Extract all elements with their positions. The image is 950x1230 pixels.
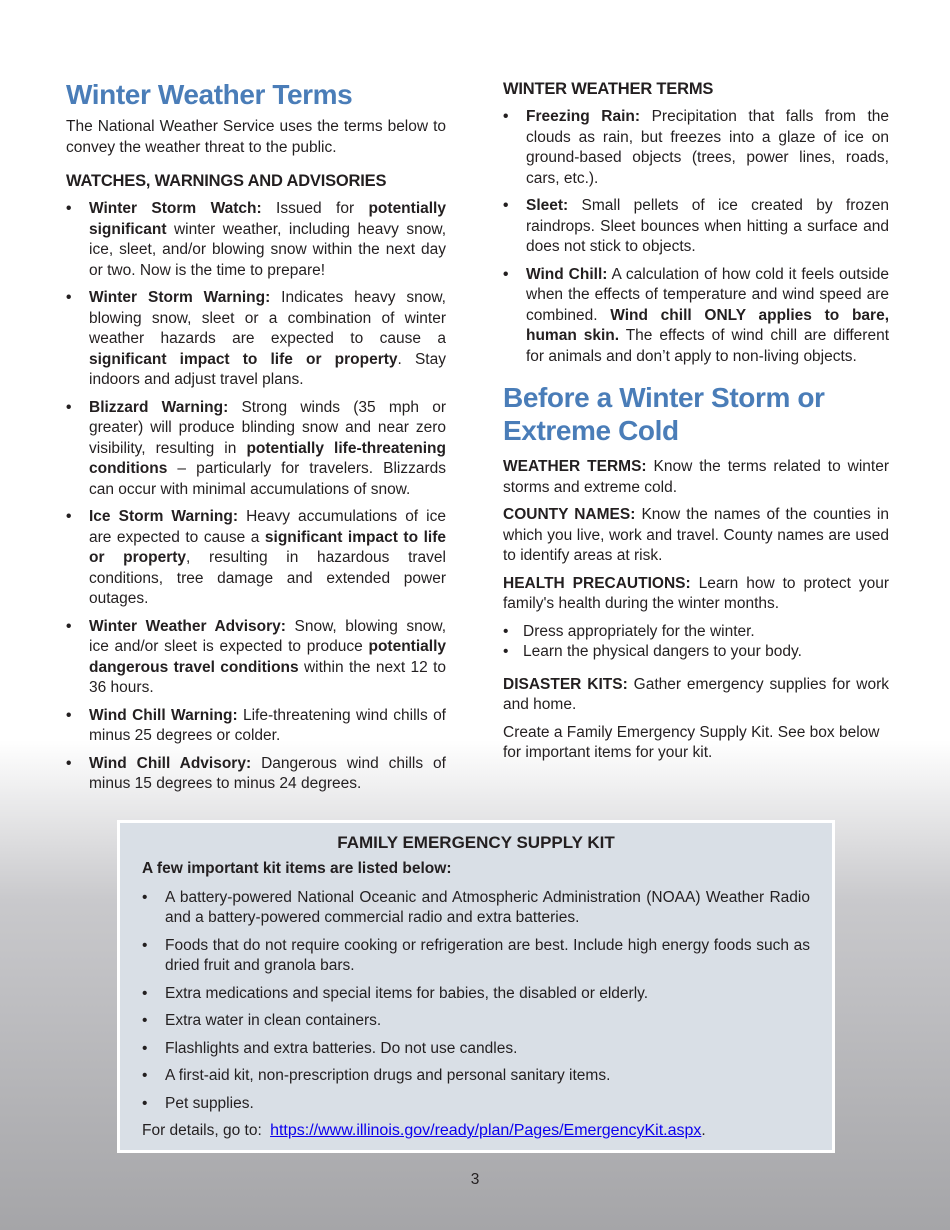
term-label: Sleet:	[526, 197, 569, 214]
right-column	[503, 80, 889, 771]
kit-list	[142, 888, 810, 1115]
term-label: Wind Chill Warning:	[89, 706, 238, 724]
kit-note-paragraph: Create a Family Emergency Supply Kit. See box below for important items for your kit.	[503, 723, 880, 761]
intro-paragraph: The National Weather Service uses the terms below to convey the weather threat to the public.	[66, 118, 446, 156]
watches-warnings-list	[66, 199, 446, 795]
term-item: • Winter Weather Advisory: Snow, blowing snow, ice and/or sleet is expected to produce potentially dangerous travel conditions within the next 12 to 36 hours.	[66, 617, 447, 696]
bullet: •	[503, 197, 509, 214]
term-item: • Sleet: Small pellets of ice created by frozen raindrops. Sleet bounces when hitting a surface and does not stick to objects.	[503, 197, 889, 255]
emergency-kit-box	[117, 820, 835, 1153]
list-item: • A first-aid kit, non-prescription drugs and personal sanitary items.	[142, 1066, 810, 1087]
winter-terms-list	[503, 107, 889, 367]
term-item: • Winter Storm Warning: Indicates heavy snow, blowing snow, sleet or a combination of winter weather hazards are expected to cause a significant impact to life or property. Stay indoors and adjust travel plans.	[66, 289, 446, 388]
list-item: • Learn the physical dangers to your body.	[503, 642, 889, 663]
term-label: Winter Weather Advisory:	[89, 617, 286, 635]
term-item: • Winter Storm Watch: Issued for potentially significant winter weather, including heavy snow, ice, sleet, and/or blowing snow within the next day or two. Now is the time to prepare!	[66, 200, 446, 279]
watches-warnings-heading: WATCHES, WARNINGS AND ADVISORIES	[66, 172, 387, 190]
term-label: Winter Storm Warning:	[89, 289, 271, 306]
bullet: •	[66, 754, 72, 772]
term-label: Freezing Rain:	[526, 108, 641, 125]
list-item: • A battery-powered National Oceanic and Atmospheric Administration (NOAA) Weather Radio and a battery-powered commercial radio and extra batteries.	[142, 888, 810, 926]
bullet: •	[66, 398, 72, 416]
before-storm-title: Before a Winter Storm or Extreme Cold	[503, 382, 825, 446]
kit-details: For details, go to: https://www.illinois.gov/ready/plan/Pages/EmergencyKit.aspx.	[142, 1122, 706, 1139]
bullet: •	[142, 1094, 148, 1112]
page-number: 3	[470, 1171, 480, 1188]
bullet: •	[66, 617, 72, 635]
term-item: • Wind Chill Advisory: Dangerous wind chills of minus 15 degrees to minus 24 degrees.	[66, 754, 446, 792]
bullet: •	[142, 936, 148, 954]
bullet: •	[142, 1039, 148, 1057]
emergency-kit-link[interactable]: https://www.illinois.gov/ready/plan/Pages/EmergencyKit.aspx	[270, 1122, 702, 1139]
left-column	[66, 78, 446, 802]
list-item: • Dress appropriately for the winter.	[503, 622, 889, 643]
term-label: Wind Chill Advisory:	[89, 754, 252, 772]
term-item: • Wind Chill: A calculation of how cold it feels outside when the effects of temperature and wind speed are combined. Wind chill ONLY applies to bare, human skin. The effects of wind chill are different for animals and don’t apply to non-living objects.	[503, 265, 889, 365]
bullet: •	[66, 508, 72, 525]
bullet: •	[142, 984, 148, 1002]
term-item: • Freezing Rain: Precipitation that falls from the clouds as rain, but freezes into a glaze of ice on ground-based objects (trees, power lines, roads, cars, etc.).	[503, 108, 889, 187]
term-label: Blizzard Warning:	[89, 398, 229, 416]
bullet: •	[142, 888, 148, 906]
disaster-kits-paragraph: DISASTER KITS: Gather emergency supplies for work and home.	[503, 675, 889, 713]
bullet: •	[503, 643, 509, 660]
bullet: •	[142, 1067, 148, 1084]
bullet: •	[66, 289, 72, 306]
term-item: • Blizzard Warning: Strong winds (35 mph or greater) will produce blinding snow and near zero visibility, resulting in potentially life-threatening conditions – particularly for travelers. Blizzards can occur with minimal accumulations of snow.	[66, 398, 446, 498]
bullet: •	[503, 108, 509, 125]
winter-weather-terms-heading: WINTER WEATHER TERMS	[503, 80, 714, 98]
kit-title: FAMILY EMERGENCY SUPPLY KIT	[337, 833, 615, 852]
bullet: •	[503, 622, 509, 640]
health-precautions-paragraph: HEALTH PRECAUTIONS: Learn how to protect your family's health during the winter months.	[503, 574, 889, 612]
term-label: Wind Chill:	[526, 265, 608, 283]
list-item: • Foods that do not require cooking or refrigeration are best. Include high energy foods such as dried fruit and granola bars.	[142, 936, 810, 974]
bullet: •	[66, 200, 72, 217]
bullet: •	[142, 1012, 148, 1029]
term-item: • Ice Storm Warning: Heavy accumulations of ice are expected to cause a significant impact to life or property, resulting in hazardous travel conditions, tree damage and extended power outages.	[66, 508, 446, 607]
term-item: • Wind Chill Warning: Life-threatening wind chills of minus 25 degrees or colder.	[66, 706, 446, 744]
list-item: • Pet supplies.	[142, 1094, 810, 1115]
health-list	[503, 622, 889, 663]
page-title: Winter Weather Terms	[66, 79, 353, 110]
list-item: • Flashlights and extra batteries. Do not use candles.	[142, 1039, 810, 1060]
county-names-paragraph: COUNTY NAMES: Know the names of the counties in which you live, work and travel. County names are used to identify areas at risk.	[503, 506, 889, 564]
term-label: Winter Storm Watch:	[89, 200, 262, 217]
list-item: • Extra medications and special items for babies, the disabled or elderly.	[142, 984, 810, 1005]
bullet: •	[66, 706, 72, 724]
weather-terms-paragraph: WEATHER TERMS: Know the terms related to winter storms and extreme cold.	[503, 458, 889, 496]
term-label: Ice Storm Warning:	[89, 508, 239, 525]
list-item: • Extra water in clean containers.	[142, 1011, 810, 1032]
bullet: •	[503, 265, 509, 283]
kit-intro: A few important kit items are listed below:	[142, 860, 452, 877]
